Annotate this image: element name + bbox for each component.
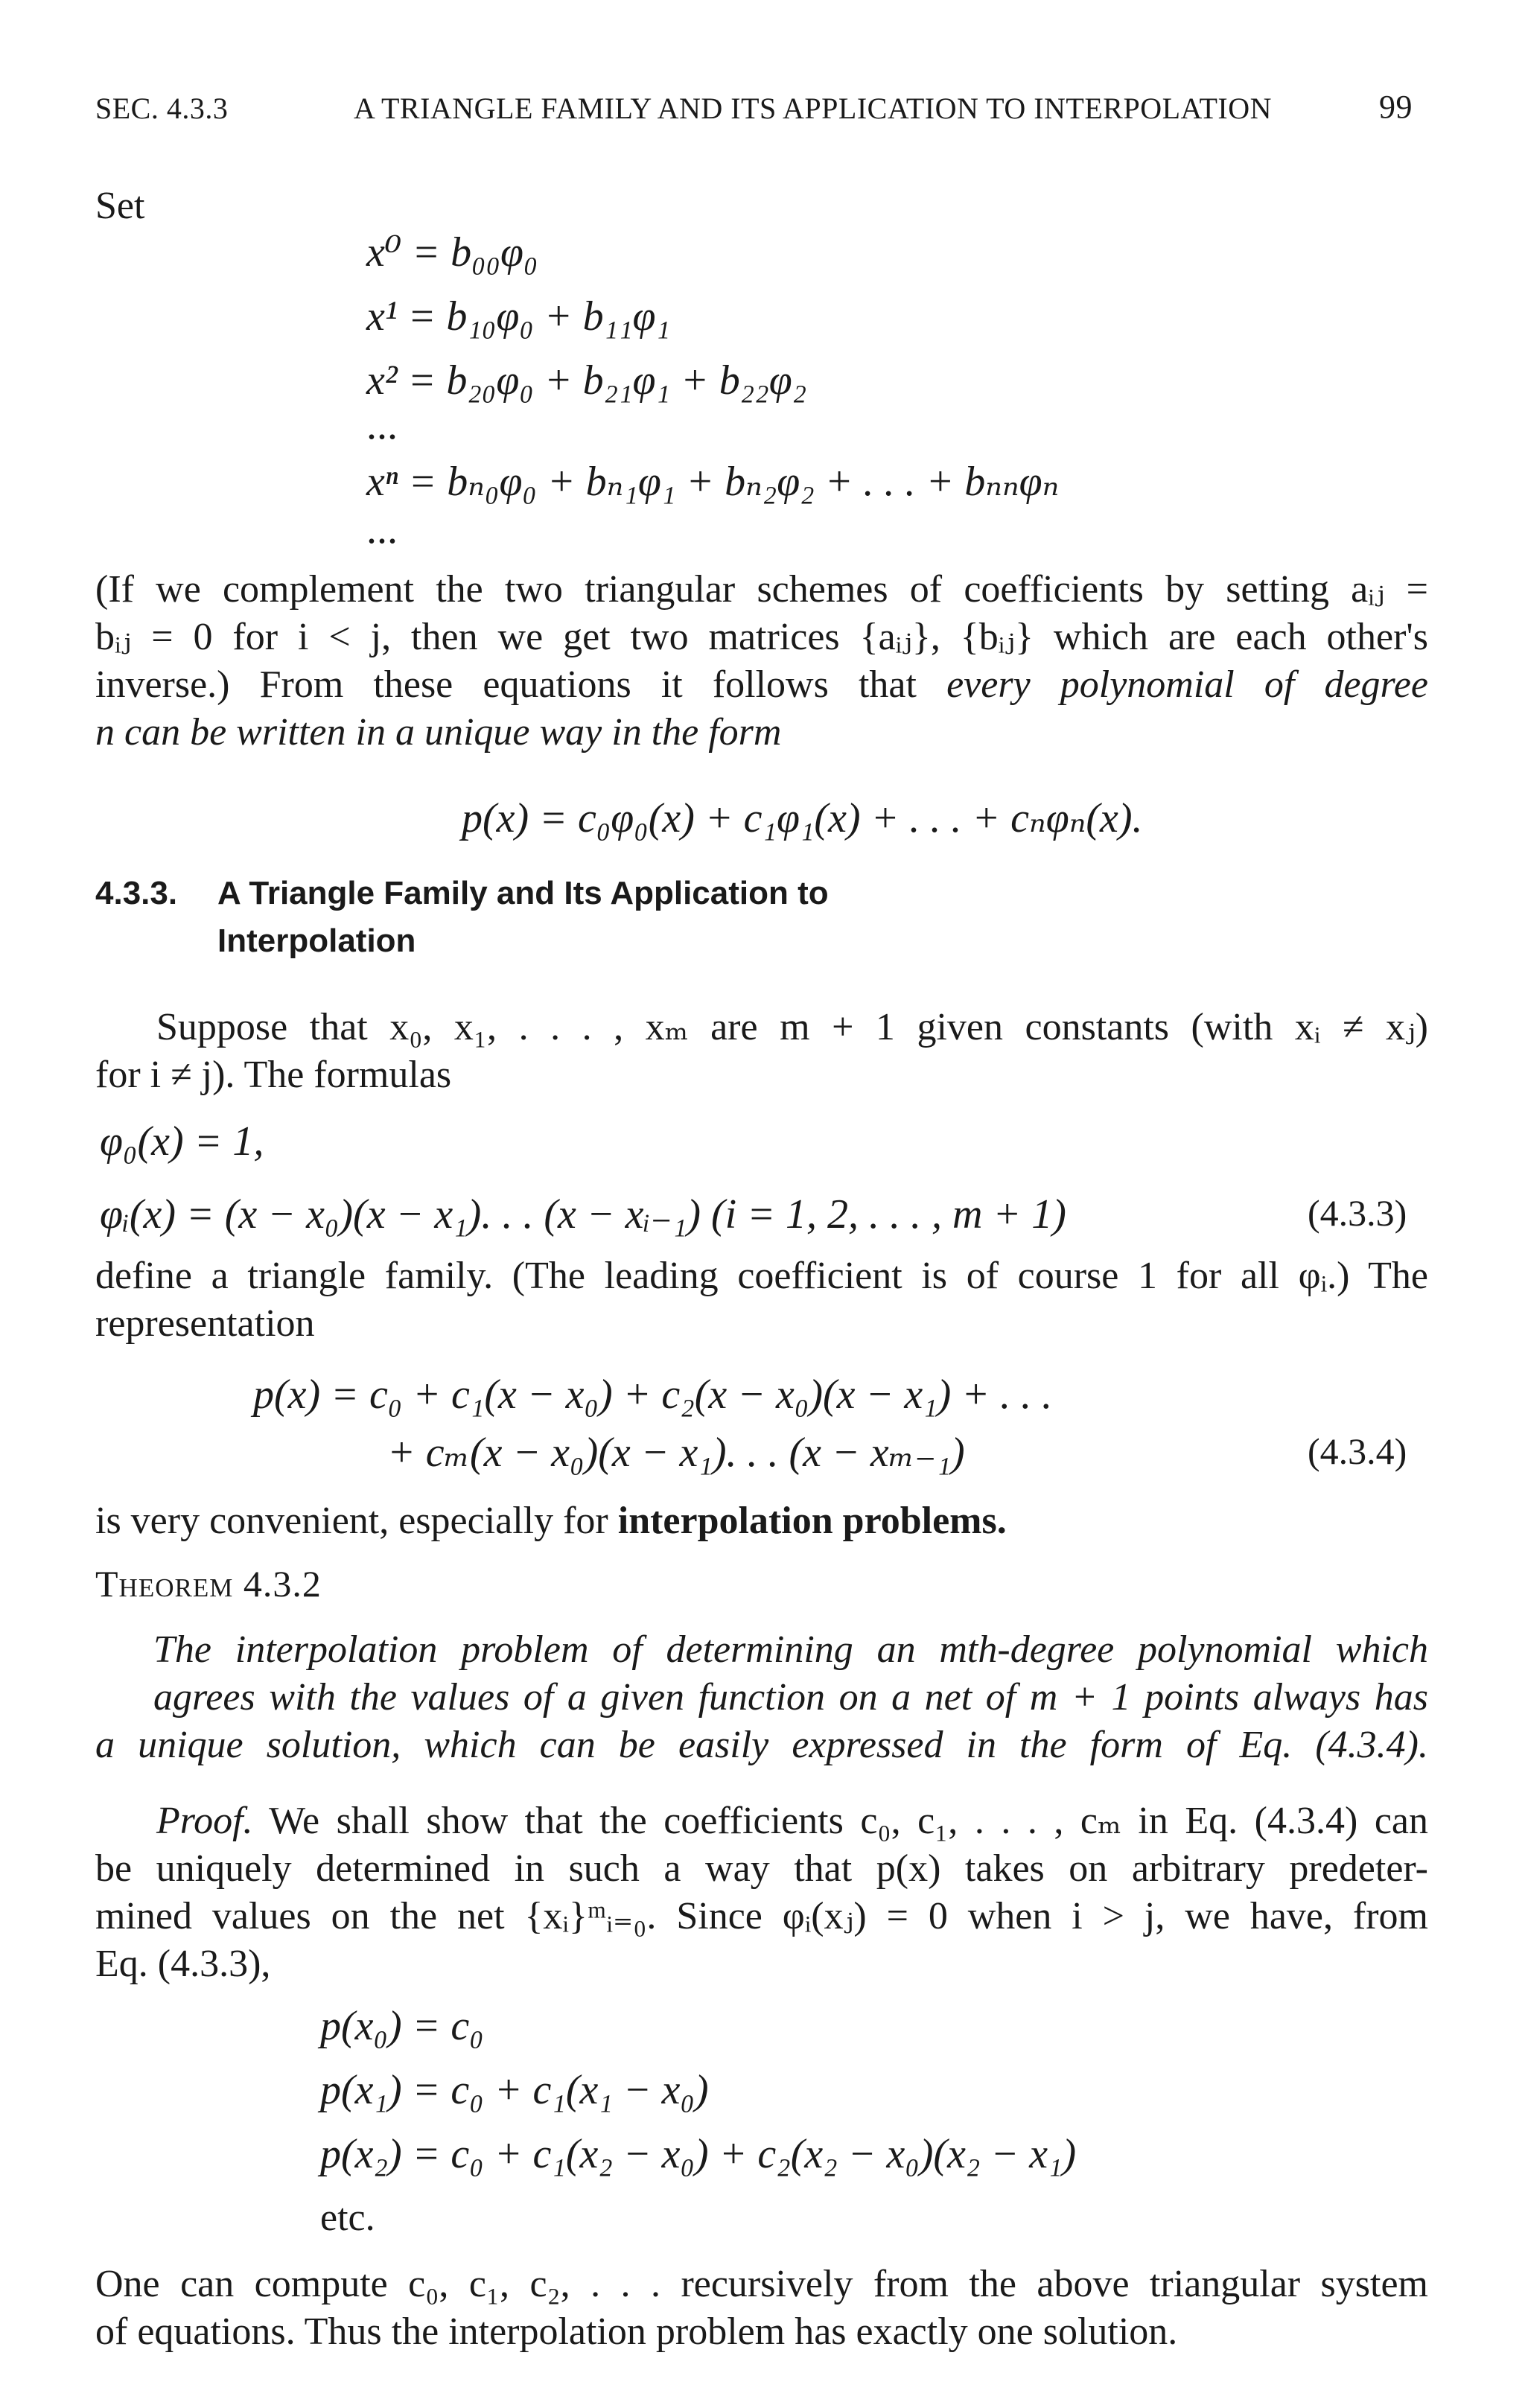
text-line: One can compute c₀, c₁, c₂, . . . recursively from the above triangular system [95, 2263, 1428, 2305]
section-number: 4.3.3. [95, 875, 178, 911]
form-equation: p(x) = c₀φ₀(x) + c₁φ₁(x) + . . . + cₙφₙ(x). [462, 795, 1143, 841]
proof-etc: etc. [320, 2197, 375, 2239]
text-line [95, 661, 1428, 709]
paragraph-convenient [95, 1497, 1007, 1545]
proof-equation: p(x₂) = c₀ + c₁(x₂ − x₀) + c₂(x₂ − x₀)(x₂ − x₁) [320, 2131, 1077, 2177]
set-label: Set [95, 185, 145, 227]
text-line: mined values on the net {xᵢ}ᵐᵢ₌₀. Since φᵢ(xⱼ) = 0 when i > j, we have, from [95, 1895, 1428, 1937]
text-line: define a triangle family. (The leading coefficient is of course 1 for all φᵢ.) The [95, 1255, 1428, 1297]
text-line: for i ≠ j). The formulas [95, 1054, 452, 1096]
text-line: representation [95, 1302, 315, 1345]
text-line: a unique solution, which can be easily expressed in the form of Eq. (4.3.4). [95, 1724, 1428, 1766]
paragraph-definition [95, 1252, 1428, 1348]
set-equation: x⁰ = b₀₀φ₀ [366, 229, 538, 275]
representation-equation: + cₘ(x − x₀)(x − x₁). . . (x − xₘ₋₁) [387, 1430, 965, 1476]
text-span: inverse.) From these equations it follows that [95, 663, 917, 706]
section-title: A Triangle Family and Its Application to [217, 875, 829, 911]
text-line: The interpolation problem of determining an mth-degree polynomial which [153, 1628, 1428, 1671]
text-line: n can be written in a unique way in the form [95, 711, 782, 754]
section-title: Interpolation [217, 923, 416, 959]
bold-span: interpolation problems. [617, 1500, 1007, 1542]
proof-equation: p(x₀) = c₀ [320, 2003, 484, 2049]
italic-span: every polynomial of degree [946, 663, 1429, 706]
proof-equation: p(x₁) = c₀ + c₁(x₁ − x₀) [320, 2067, 709, 2113]
set-ellipsis: ... [366, 402, 398, 448]
phii-equation: φᵢ(x) = (x − x₀)(x − x₁). . . (x − xᵢ₋₁) (i = 1, 2, . . . , m + 1) [100, 1191, 1066, 1238]
text-line: bᵢⱼ = 0 for i < j, then we get two matrices {aᵢⱼ}, {bᵢⱼ} which are each other's [95, 616, 1428, 658]
theorem-label: Theorem 4.3.2 [95, 1563, 322, 1605]
set-equation: x² = b₂₀φ₀ + b₂₁φ₁ + b₂₂φ₂ [366, 357, 807, 404]
header-section: SEC. 4.3.3 [95, 92, 229, 125]
page-number: 99 [1379, 89, 1413, 125]
header-title: A TRIANGLE FAMILY AND ITS APPLICATION TO INTERPOLATION [354, 92, 1273, 125]
text-line: agrees with the values of a given function on a net of m + 1 points always has [153, 1676, 1428, 1719]
text-line: (If we complement the two triangular schemes of coefficients by setting aᵢⱼ = [95, 568, 1428, 611]
equation-number: (4.3.3) [1308, 1192, 1407, 1234]
phi0-equation: φ₀(x) = 1, [100, 1118, 264, 1165]
text-span: We shall show that the coefficients c₀, c₁, . . . , cₘ in Eq. (4.3.4) can [252, 1800, 1428, 1842]
paragraph-matrices [95, 566, 1428, 757]
paragraph-constants [95, 1004, 1428, 1099]
text-line: be uniquely determined in such a way that p(x) takes on arbitrary predeter- [95, 1847, 1428, 1890]
equation-number: (4.3.4) [1308, 1430, 1407, 1472]
set-equation: xⁿ = bₙ₀φ₀ + bₙ₁φ₁ + bₙ₂φ₂ + . . . + bₙₙφₙ [366, 459, 1060, 505]
set-ellipsis: ... [366, 506, 398, 552]
proof-paragraph [95, 1797, 1428, 1988]
conclusion-paragraph [95, 2261, 1428, 2356]
proof-label: Proof. [156, 1800, 253, 1842]
text-line: Eq. (4.3.3), [95, 1943, 271, 1985]
theorem-statement [95, 1626, 1428, 1769]
representation-equation: p(x) = c₀ + c₁(x − x₀) + c₂(x − x₀)(x − x₁) + . . . [253, 1372, 1053, 1418]
text-line [95, 1797, 1428, 1845]
set-equation: x¹ = b₁₀φ₀ + b₁₁φ₁ [366, 293, 670, 340]
text-line: of equations. Thus the interpolation problem has exactly one solution. [95, 2310, 1178, 2353]
text-span: is very convenient, especially for [95, 1500, 618, 1542]
text-line: Suppose that x₀, x₁, . . . , xₘ are m + 1 given constants (with xᵢ ≠ xⱼ) [156, 1006, 1428, 1048]
